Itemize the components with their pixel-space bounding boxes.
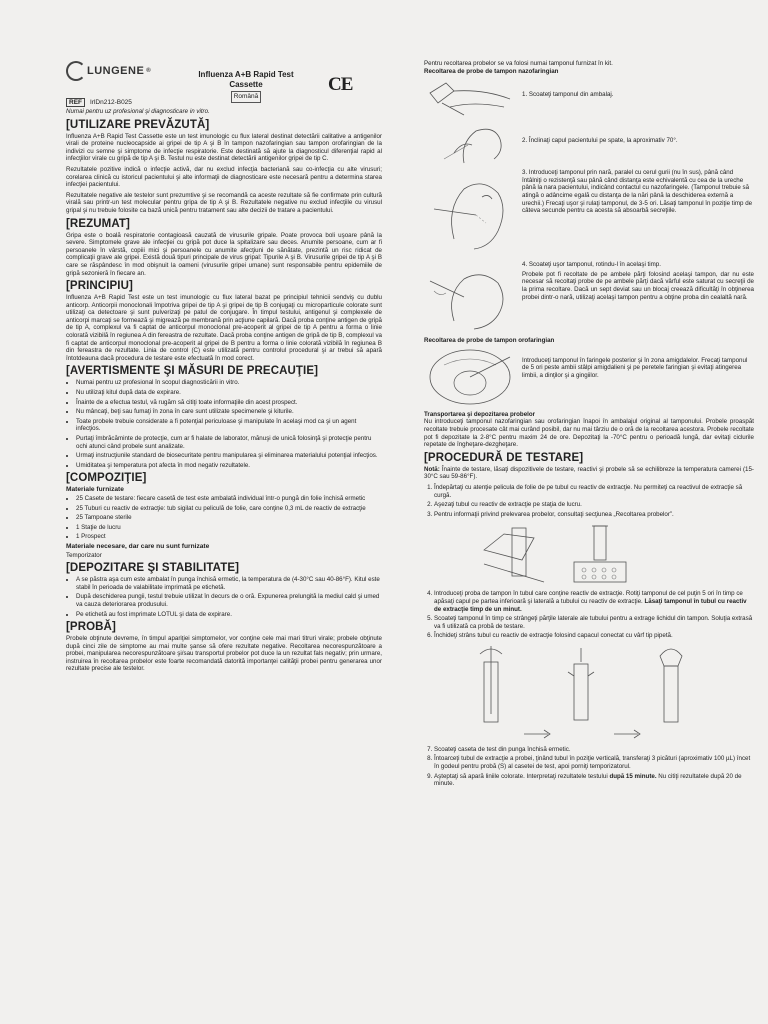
product-title [186,70,306,103]
swab-package-illustration [424,77,514,119]
step-text: Aşteptaţi să apară liniile colorate. Interpretaţi rezultatele testului [434,772,608,780]
warnings-list [66,379,382,469]
procedure-list-part-3 [424,746,754,788]
paragraph: Probele pot fi recoltate de pe ambele părţi folosind acelaşi tampon, dar nu este necesar să recoltaţi probe de pe ambele părţi dacă vârful este saturat cu secreţii de la prima recoltare. Dacă un sept deviat sau un blocaj creează dificultăţi în obţinerea probei dintr-o nară, utilizaţi acelaşi tampon pentru a obţine proba din cealaltă nară. [522,270,754,301]
paragraph: Influenza A+B Rapid Test este un test imunologic cu flux lateral bazat pe principiul tehnicii sendviş cu dublu anticorp. Anticorpii monoclonali împotriva gripei de tip A şi gripei de tip B conjugaţi cu microparticule colorate sunt utilizaţi ca detectoare şi sunt pulverizaţi pe patul de conjugare. În timpul testului, antigenul şi complexele de anticorpi marcaţi se formează şi migrează pe membrană prin acţiune capilară. Dacă proba conţine antigen de gripă de tip A, complexul va fi captat de anticorpul monoclonal pre-acoperit al gripei de tip A pentru a forma o linie colorată vizibilă în regiunea A din fereastra de rezultate. Dacă proba conţine antigen de gripă de tip B, complexul va fi captat de anticorpul monoclonal pre-acoperit al gripei de B pentru a forma o linie colorată vizibilă în regiunea B din fereastra de rezultate. Linia de control (C) este utilizată pentru controlul procedural şi ar trebui să apară întotdeauna dacă procedura de testare este efectuată în mod corect. [66,294,382,362]
head-tilt-illustration [424,123,514,165]
step-emphasis: Lăsaţi tamponul în tubul cu reactiv de extracţie timp de un minut. [434,597,747,613]
list-item: 7. Scoateţi caseta de test din punga închisă ermetic. [434,746,754,754]
step-text-group [514,261,754,304]
storage-list [66,576,382,618]
nasal-swab-insertion-illustration [424,169,514,257]
list-item: • După deschiderea pungii, testul trebuie utilizat în decurs de o oră. Expunerea prelungită la mediul cald şi umed va cauza deteriorarea produsului. [76,593,382,608]
ref-row [66,98,132,107]
list-item [434,590,754,613]
list-item: • Pe etichetă au fost imprimate LOTUL şi data de expirare. [76,611,382,619]
section-heading-composition: [COMPOZIŢIE] [66,472,147,485]
list-item: • A se păstra aşa cum este ambalat în punga închisă ermetic, la temperatura de (4-30°C sau 40-86°F). Kitul este stabil în perioada de valabilitate imprimată pe etichetă. [76,576,382,591]
list-item: • 25 Tampoane sterile [76,514,382,522]
note-text: Înainte de testare, lăsaţi dispozitivele de testare, reactivi şi probele să se echilibreze la temperatura camerei (15-30°C sau 59-86°F). [424,465,754,481]
ref-code: IrlDn212-B025 [90,99,132,106]
step-text: Introduceţi tamponul în faringele posterior şi în zona amigdalelor. Frecaţi tamponul de 5 ori peste ambii stâlpi amigdalieni şi pe peretele faringian şi evitaţi atingerea limbii, a dinţilor şi a gingiilor. [522,356,748,379]
swab-removal-illustration [424,261,514,333]
materials-required-item: Temporizator [66,551,102,559]
step-figure [424,261,754,333]
language-label: Română [231,91,262,103]
list-item: • 25 Casete de testare: fiecare casetă de test este ambalată individual într-o pungă din folie închisă ermetic [76,495,382,503]
step-figure [424,77,754,119]
list-item [434,773,754,788]
nasopharyngeal-heading: Recoltarea de probe de tampon nazofaringian [424,67,559,75]
swab-intro: Pentru recoltarea probelor se va folosi numai tamponul furnizat în kit. [424,60,613,67]
oropharyngeal-heading: Recoltarea de probe de tampon orofaringian [424,337,555,345]
paragraph: Influenza A+B Rapid Test Cassette este un test imunologic cu flux lateral destinat detectării calitative a antigenilor virali de proteine nucleocapside ai gripei de tip A şi B în tampon nazofaringian sau tampon orofaringian de la indivizi cu semne şi simptome de infecţie respiratorie. Este destinată să ajute la diagnosticul diferenţial rapid al infecţiilor virale cu gripă de tip A şi B. Testul nu este destinat detectării antigenilor gripei de tip C. [66,132,382,163]
section-heading-specimen: [PROBĂ] [66,621,116,634]
tube-workstation-illustration [424,520,754,586]
step-text: 4. Scoateţi uşor tamponul, rotindu-l în acelaşi timp. [522,261,661,269]
product-title-line-1: Influenza A+B Rapid Test [198,70,294,79]
intended-use-note: Numai pentru uz profesional şi diagnosticare in vitro. [66,108,210,115]
step-figure [424,123,754,165]
step-text: 1. Scoateţi tamponul din ambalaj. [522,91,614,99]
product-title-line-2: Cassette [229,80,263,89]
list-item: • Numai pentru uz profesional în scopul diagnosticării in vitro. [76,379,382,387]
step-figure [424,169,754,257]
ref-label: REF [66,98,85,107]
procedure-list-part-1 [424,484,754,518]
list-item: • Înainte de a efectua testul, vă rugăm să citiţi toate informaţiile din acest prospect. [76,399,382,407]
left-column [66,60,382,676]
list-item: 3. Pentru informaţii privind prelevarea probelor, consultaţi secţiunea „Recoltarea probelor”. [434,511,754,519]
subheading-materials-provided: Materiale furnizate [66,486,124,494]
list-item: 2. Aşezaţi tubul cu reactiv de extracţie pe staţia de lucru. [434,501,754,509]
note-label: Notă: [424,465,440,473]
section-heading-intended-use: [UTILIZARE PREVĂZUTĂ] [66,118,210,131]
step-emphasis: după 15 minute. [609,772,657,780]
list-item: • 1 Prospect [76,533,382,541]
materials-list [66,495,382,541]
ce-mark: CE [328,74,353,95]
list-item: 1. Îndepărtaţi cu atenţie pelicula de folie de pe tubul cu reactiv de extracţie. Nu permiteţi ca reactivul de extracţie să curgă. [434,484,754,499]
list-item: • Nu mâncaţi, beţi sau fumaţi în zona în care sunt utilizate specimenele şi kiturile. [76,408,382,416]
list-item: • 1 Staţie de lucru [76,524,382,532]
transport-heading: Transportarea şi depozitarea probelor [424,410,536,418]
procedure-list-part-2 [424,590,754,640]
paragraph: Rezultatele pozitive indică o infecţie activă, dar nu exclud infecţia bacteriană sau co-infecţia cu alte virusuri; corelarea clinică cu istoricul pacientului şi alte informaţii de diagnosticare este necesară pentru a determina starea infecţiei pacientului. [66,165,382,189]
throat-swab-illustration [424,347,514,407]
list-item: 6. Închideţi strâns tubul cu reactiv de extracţie folosind capacul conectat cu vârf tip pipetă. [434,632,754,640]
paragraph: Probele obţinute devreme, în timpul apariţiei simptomelor, vor conţine cele mai mari titruri virale; probele obţinute după cinci zile de simptome au mai multe şanse să ofere rezultate negative. Recoltarea necorespunzătoare a probei, manipularea necorespunzătoare şi/sau transportul probelor pot duce la un rezultat fals negativ; prin urmare, instruirea în recoltarea probelor este foarte recomandată datorită importanţei calităţii probei pentru generarea unor rezultate precise ale testelor. [66,635,382,673]
section-heading-storage: [DEPOZITARE ŞI STABILITATE] [66,562,240,575]
paragraph: Gripa este o boală respiratorie contagioasă cauzată de virusurile gripale. Poate provoca boli uşoare până la severe. Simptomele grave ale infecţiei cu gripă pot duce la spitalizare sau deces. Anumite persoane, cum ar fi persoanele în vârstă, copiii mici şi persoanele cu anumite afecţiuni de sănătate, prezintă un risc ridicat de complicaţii grave ale gripei. Există două tipuri principale de virus gripal: Tipurile A şi B. Virusurile gripei de tip A şi B care se răspândesc în mod obişnuit la oameni (virusurile gripei umane) sunt responsabile pentru epidemiile de gripă sezonieră în fiecare an. [66,231,382,277]
section-heading-procedure: [PROCEDURĂ DE TESTARE] [424,451,584,464]
section-heading-warnings: [AVERTISMENTE ŞI MĂSURI DE PRECAUŢIE] [66,365,319,378]
section-heading-principle: [PRINCIPIU] [66,280,133,293]
logo-icon [66,61,86,81]
list-item: • Umiditatea şi temperatura pot afecta în mod negativ rezultatele. [76,462,382,470]
step-figure [424,347,754,407]
list-item: • Purtaţi îmbrăcăminte de protecţie, cum ar fi halate de laborator, mănuşi de unică folosinţă şi protecţie pentru ochi atunci când probele sunt analizate. [76,435,382,450]
subheading-materials-required: Materiale necesare, dar care nu sunt furnizate [66,542,210,550]
list-item: • Nu utilizaţi kitul după data de expirare. [76,389,382,397]
list-item: 8. Întoarceţi tubul de extracţie a probei, ţinând tubul în poziţie verticală, transferaţi 3 picături (aproximativ 100 µL) încet în godeul pentru probă (S) al casetei de test, apoi porniţi temporizatorul. [434,755,754,770]
step-text: Introduceţi proba de tampon în tubul care conţine reactiv de extracţie. Rotiţi tamponul de cel puţin 5 ori în timp ce apăsaţi capul pe partea inferioară şi laterală a tubului cu reactiv de extracţie. [434,590,743,605]
right-column [424,60,754,790]
step-text: Nu citiţi rezultatele după 20 de minute. [434,772,742,788]
paragraph: Nu introduceţi tamponul nazofaringian sau orofaringian înapoi în ambalajul original al tamponului. Probele proaspăt recoltate trebuie procesate cât mai curând posibil, dar nu mai târziu de o oră de la recoltarea acestora. Probele recoltate pot fi depozitate la 2-8°C pentru maxim 24 de ore. Depozitaţi la -70°C pentru o perioadă lungă, dar evitaţi ciclurile repetate de îngheţare-dezgheţare. [424,418,754,449]
section-heading-summary: [REZUMAT] [66,217,130,230]
logo-text: LUNGENE [87,65,145,77]
list-item: • Urmaţi instrucţiunile standard de biosecuritate pentru manipularea şi eliminarea materialului potenţial infecţios. [76,452,382,460]
step-text: 2. Înclinaţi capul pacientului pe spate, la aproximativ 70°. [522,137,678,145]
list-item: • Toate probele trebuie considerate a fi potenţial periculoase şi manipulate în acelaşi mod ca şi un agent infecţios. [76,418,382,433]
paragraph: Rezultatele negative ale testelor sunt prezumtive şi se recomandă ca aceste rezultate să fie confirmate prin cultură virală sau printr-un test molecular pentru gripa de tip A şi B. Rezultatele negative nu exclud infecţiile cu virusul gripal şi nu trebuie folosite ca bază unică pentru tratament sau alte decizii de tratare a pacientului. [66,191,382,214]
logo-registered-mark: ® [146,68,152,74]
list-item: 5. Scoateţi tamponul în timp ce strângeţi părţile laterale ale tubului pentru a extrage lichidul din tampon. Soluţia extrasă va fi utilizată ca probă de testare. [434,615,754,630]
step-text: 3. Introduceţi tamponul prin nară, paralel cu cerul gurii (nu în sus), până când întâlniţi o rezistenţă sau până când distanţa este echivalentă cu cea de la ureche până la nara pacientului, indicând contactul cu nazofaringele. (Tamponul trebuie să atingă o adâncime egală cu distanţa de la nări până la deschiderea externă a urechii.) Frecaţi uşor şi rulaţi tamponul, de 3-5 ori. Lăsaţi tamponul în poziţie timp de câteva secunde pentru ca acesta să absoarbă secreţiile. [522,169,753,215]
tube-handling-illustration [424,642,754,742]
document-header [66,60,382,106]
list-item: • 25 Tuburi cu reactiv de extracţie: tub sigilat cu peliculă de folie, care conţine 0,3 mL de reactiv de extracţie [76,505,382,513]
